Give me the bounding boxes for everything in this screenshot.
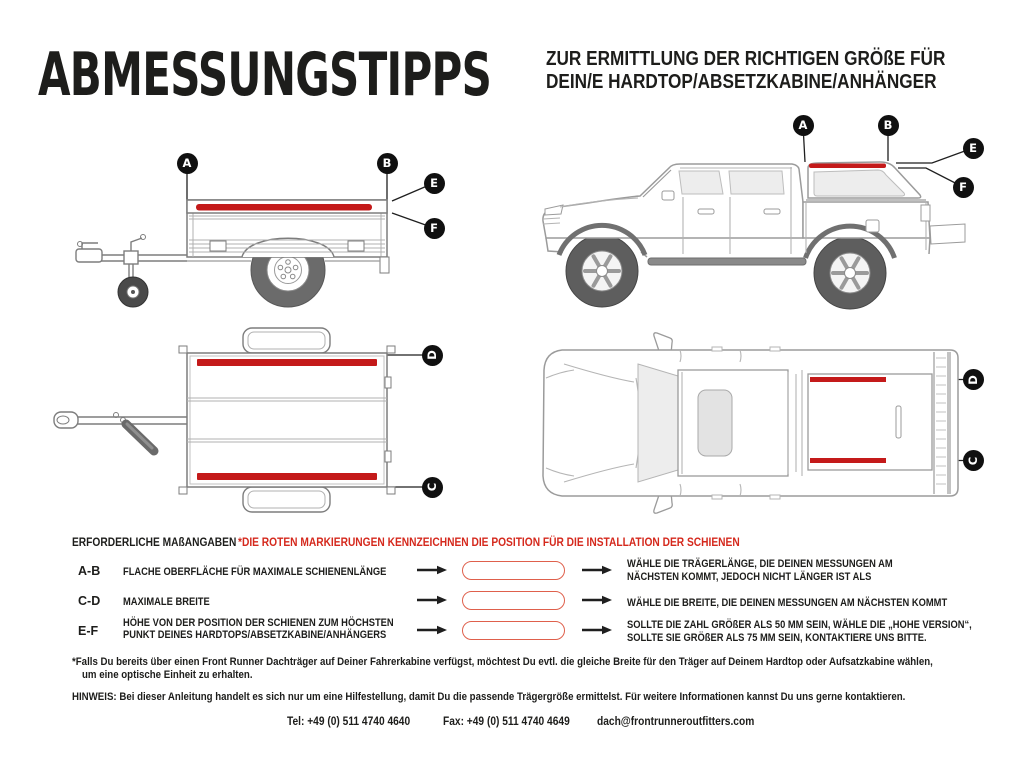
arrow-right-icon (417, 625, 447, 635)
row-ef-result: SOLLTE DIE ZAHL GRÖßER ALS 50 MM SEIN, WÄHLE DIE „HOHE VERSION“, SOLLTE SIE GRÖßER ALS 75 MM SEIN, KONTAKTIERE UNS BITTE. (627, 619, 972, 644)
corner-tab (179, 487, 187, 494)
subtitle-line-2: DEIN/E HARDTOP/ABSETZKABINE/ANHÄNGER (546, 71, 937, 93)
arrow-right-icon (582, 565, 612, 575)
trailer-bed-top (187, 353, 387, 487)
section-label: ERFORDERLICHE MAßANGABEN (72, 535, 237, 549)
contact-email: dach@frontrunneroutfitters.com (597, 714, 755, 728)
rear-prop (380, 257, 389, 273)
arrow-right-icon (582, 595, 612, 605)
page-subtitle (546, 48, 1010, 94)
contact-tel: Tel: +49 (0) 511 4740 4640 (287, 714, 411, 728)
sunroof (698, 390, 732, 456)
footnote-asterisk-line2: um eine optische Einheit zu erhalten. (82, 669, 253, 681)
truck-top-view-diagram (530, 330, 1000, 520)
roof-mount (770, 495, 780, 499)
roof-mount (770, 347, 780, 351)
cab-roof (678, 370, 788, 476)
corner-tab (387, 346, 395, 353)
row-ab-label: A-B (78, 564, 101, 578)
badge-f-truck-side: F (953, 177, 974, 198)
roof-mount (712, 347, 722, 351)
rail-position-stripe (196, 204, 372, 211)
windshield (638, 364, 678, 482)
row-cd-result: WÄHLE DIE BREITE, DIE DEINEN MESSUNGEN AM NÄCHSTEN KOMMT (627, 597, 948, 609)
arrow-right-icon (417, 565, 447, 575)
latch (210, 241, 226, 251)
row-ab-description: FLACHE OBERFLÄCHE FÜR MAXIMALE SCHIENENLÄNGE (123, 566, 387, 578)
jockey-clamp (124, 251, 138, 264)
arrow-right-icon (582, 625, 612, 635)
row-ef-description: HÖHE VON DER POSITION DER SCHIENEN ZUM HÖCHSTEN PUNKT DEINES HARDTOPS/ABSETZKABINE/ANHÄNGERS (123, 617, 394, 641)
rail-position-stripe (197, 473, 377, 480)
arrow-right-icon (417, 595, 447, 605)
corner-tab (179, 346, 187, 353)
subtitle-line-1: ZUR ERMITTLUNG DER RICHTIGEN GRÖßE FÜR (546, 48, 946, 70)
badge-leader-lines (387, 355, 432, 487)
badge-b-truck-side: B (878, 115, 899, 136)
footnote-asterisk-line1: *Falls Du bereits über einen Front Runner Dachträger auf Deiner Fahrerkabine verfügst, möchtest Du evtl. die gleiche Breite für den Träger auf Deinem Hardtop oder Aufsatzkabine wählen, (72, 656, 933, 668)
page-title: ABMESSUNGSTIPPS (38, 40, 492, 110)
roof-mount (712, 495, 722, 499)
badge-c-trailer-top: C (422, 477, 443, 498)
trailer-side-view-diagram (30, 120, 460, 320)
side-latch (385, 451, 391, 462)
red-note: *DIE ROTEN MARKIERUNGEN KENNZEICHNEN DIE POSITION FÜR DIE INSTALLATION DER SCHIENEN (238, 535, 740, 549)
side-mirror (662, 191, 674, 200)
rear-wheel (814, 237, 886, 309)
badge-d-trailer-top: D (422, 345, 443, 366)
side-latch (385, 377, 391, 388)
door-handle (764, 209, 780, 214)
corner-tab (387, 487, 395, 494)
badge-a-truck-side: A (793, 115, 814, 136)
rail-position-stripe (809, 164, 886, 169)
badge-c-truck-top: C (963, 450, 984, 471)
truck-side-view-diagram (530, 110, 1000, 310)
row-ab-result: WÄHLE DIE TRÄGERLÄNGE, DIE DEINEN MESSUNGEN AM NÄCHSTEN KOMMT, JEDOCH NICHT LÄNGER IST ALS (627, 558, 893, 583)
row-cd-label: C-D (78, 594, 101, 608)
rear-door-window (729, 171, 784, 194)
door-handle (698, 209, 714, 214)
badge-e-trailer-side: E (424, 173, 445, 194)
bed-top (808, 374, 932, 470)
bed-slot (896, 406, 901, 438)
rail-position-stripe (810, 458, 886, 463)
measurement-input-oval-ef (462, 621, 565, 640)
measurement-input-oval-ab (462, 561, 565, 580)
row-cd-description: MAXIMALE BREITE (123, 596, 210, 608)
badge-f-trailer-side: F (424, 218, 445, 239)
footnote-hinweis: HINWEIS: Bei dieser Anleitung handelt es sich nur um eine Hilfestellung, damit Du die passende Trägergröße ermittelst. Für weitere Informationen kannst Du uns gerne kontaktieren. (72, 691, 906, 703)
row-ef-label: E-F (78, 624, 99, 638)
latch (348, 241, 364, 251)
badge-b-trailer-side: B (377, 153, 398, 174)
front-door-window (679, 171, 723, 194)
front-wheel (566, 235, 638, 307)
contact-fax: Fax: +49 (0) 511 4740 4649 (443, 714, 570, 728)
badge-d-truck-top: D (963, 369, 984, 390)
rear-bumper (930, 224, 965, 244)
badge-a-trailer-side: A (177, 153, 198, 174)
hitch-coupler (76, 249, 102, 262)
measurement-input-oval-cd (462, 591, 565, 610)
trailer-top-view-diagram (30, 320, 460, 520)
hitch-coupler (54, 412, 78, 428)
taillight (921, 205, 930, 221)
rail-position-stripe (810, 377, 886, 382)
badge-e-truck-side: E (963, 138, 984, 159)
running-board (648, 258, 806, 265)
rail-position-stripe (197, 359, 377, 366)
fuel-door (866, 220, 879, 232)
